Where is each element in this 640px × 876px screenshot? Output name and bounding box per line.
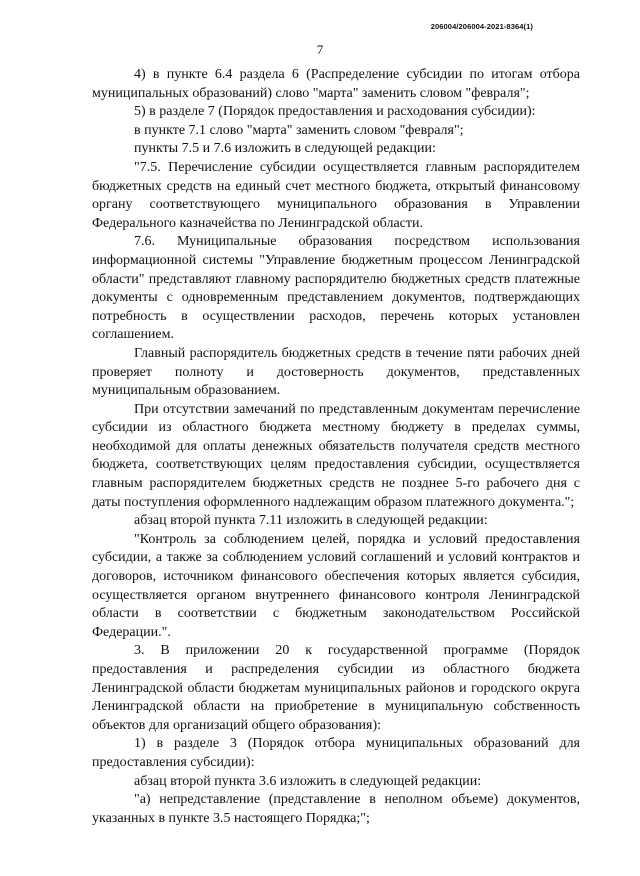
paragraph: 7.6. Муниципальные образования посредством использования информационной системы "Управление бюджетным процессом Ленинградской области" представляют главному распорядителю бюджетных средств платежные документы с одновременным представлением документов, подтверждающих потребность в осуществлении расходов, перечень которых установлен соглашением. (92, 234, 580, 343)
paragraph: 3. В приложении 20 к государственной программе (Порядок предоставления и распределения субсидии из областного бюджета Ленинградской области бюджетам муниципальных районов и городского округа Ленинградской области на приобретение в муниципальную собственность объектов для организаций общего образования): (92, 643, 580, 733)
document-body (92, 66, 580, 828)
document-registration-number: 206004/206004-2021-8364(1) (430, 22, 533, 31)
paragraph: абзац второй пункта 7.11 изложить в следующей редакции: (134, 513, 488, 529)
paragraph: При отсутствии замечаний по представленным документам перечисление субсидии из областного бюджета местному бюджету в пределах суммы, необходимой для оплаты денежных обязательств получателя средств местного бюджета, соответствующих целям предоставления субсидии, осуществляется главным распорядителем бюджетных средств не позднее 5-го рабочего дня с даты поступления оформленного надлежащим образом платежного документа."; (92, 401, 580, 510)
paragraph: абзац второй пункта 3.6 изложить в следующей редакции: (134, 773, 482, 789)
paragraph: 5) в разделе 7 (Порядок предоставления и расходования субсидии): (134, 104, 536, 120)
paragraph: пункты 7.5 и 7.6 изложить в следующей редакции: (134, 141, 436, 157)
paragraph: "7.5. Перечисление субсидии осуществляется главным распорядителем бюджетных средств на единый счет местного бюджета, открытый финансовому органу соответствующего муниципального образования в Управлении Федерального казначейства по Ленинградской области. (92, 159, 580, 231)
page-number: 7 (316, 42, 324, 57)
paragraph: Главный распорядитель бюджетных средств в течение пяти рабочих дней проверяет полноту и достоверность документов, представленных муниципальным образованием. (92, 345, 580, 399)
paragraph: 4) в пункте 6.4 раздела 6 (Распределение субсидии по итогам отбора муниципальных образований) слово "марта" заменить словом "февраля"; (92, 67, 580, 101)
paragraph: в пункте 7.1 слово "марта" заменить словом "февраля"; (134, 122, 464, 138)
paragraph: 1) в разделе 3 (Порядок отбора муниципальных образований для предоставления субсидии): (92, 736, 580, 770)
paragraph: "Контроль за соблюдением целей, порядка и условий предоставления субсидии, а также за соблюдением условий соглашений и условий контрактов и договоров, источником финансового обеспечения которых является субсидия, осуществляется органом внутреннего финансового контроля Ленинградской области в соответствии с бюджетным законодательством Российской Федерации.". (92, 531, 580, 640)
paragraph: "а) непредставление (представление в неполном объеме) документов, указанных в пункте 3.5 настоящего Порядка;"; (92, 792, 580, 826)
